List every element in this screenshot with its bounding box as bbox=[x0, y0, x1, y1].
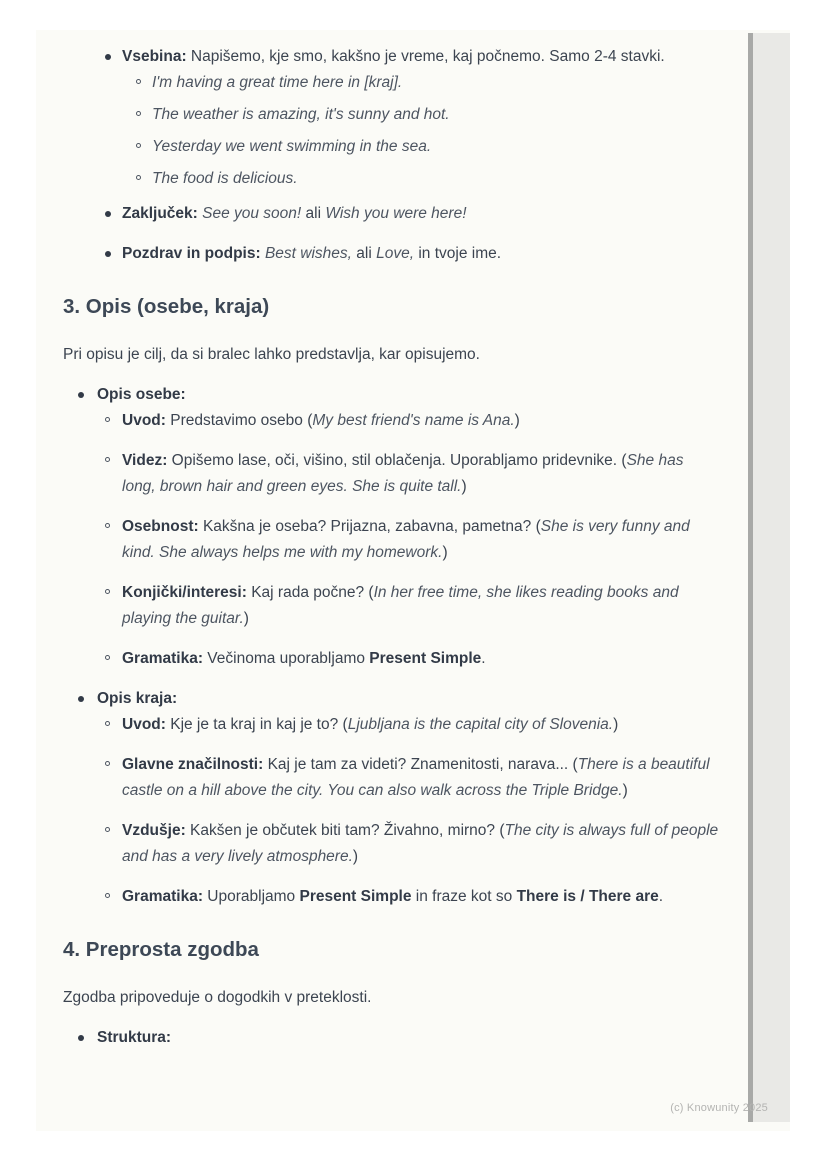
text-run: Večinoma uporabljamo bbox=[202, 650, 370, 667]
italic-example-text: Wish you were here! bbox=[325, 205, 467, 222]
list-item-text bbox=[152, 106, 450, 123]
document-content bbox=[36, 30, 790, 1051]
italic-example-text: See you soon! bbox=[202, 205, 302, 222]
nested-bullet-list bbox=[63, 712, 720, 910]
list-item-text bbox=[122, 888, 663, 905]
list-item bbox=[63, 241, 720, 267]
circle-bullet-icon bbox=[105, 457, 110, 462]
text-run: Napišemo, kje smo, kakšno je vreme, kaj počnemo. Samo 2-4 stavki. bbox=[186, 48, 665, 65]
circle-bullet-icon bbox=[136, 79, 141, 84]
text-run: ) bbox=[352, 848, 359, 865]
list-item bbox=[63, 752, 720, 804]
list-item-text bbox=[122, 756, 710, 799]
list-item-text bbox=[122, 48, 665, 65]
circle-bullet-icon bbox=[105, 655, 110, 660]
italic-example-text: My best friend's name is Ana. bbox=[312, 412, 515, 429]
nested-bullet-list bbox=[63, 70, 720, 192]
bold-text: Vzdušje: bbox=[122, 822, 186, 839]
circle-bullet-icon bbox=[136, 111, 141, 116]
bullet-icon bbox=[105, 54, 111, 60]
text-run: . bbox=[658, 888, 664, 905]
text-run: Opišemo lase, oči, višino, stil oblačenja. Uporabljamo pridevnike. ( bbox=[167, 452, 627, 469]
text-run: ) bbox=[442, 544, 448, 561]
list-item bbox=[63, 884, 720, 910]
list-item-text bbox=[97, 690, 177, 707]
list-item bbox=[63, 448, 720, 500]
bullet-icon bbox=[105, 211, 111, 217]
list-item-text bbox=[97, 386, 186, 403]
bold-text: Present Simple bbox=[369, 650, 482, 667]
list-item-text bbox=[122, 205, 467, 222]
italic-example-text: In her free time, she likes reading books and playing the guitar. bbox=[122, 584, 679, 627]
bullet-icon bbox=[78, 392, 84, 398]
list-item-text bbox=[122, 452, 683, 495]
text-run: in tvoje ime. bbox=[414, 245, 502, 262]
bullet-icon bbox=[78, 1035, 84, 1041]
list-item bbox=[63, 134, 720, 160]
italic-example-text: The city is always full of people and has a very lively atmosphere. bbox=[122, 822, 719, 865]
list-item-text bbox=[122, 650, 486, 667]
bullet-list bbox=[63, 1025, 720, 1051]
list-item bbox=[63, 382, 720, 408]
bold-text: Uvod: bbox=[122, 412, 166, 429]
list-item bbox=[63, 70, 720, 96]
italic-example-text: The food is delicious. bbox=[152, 170, 298, 187]
bold-text: Osebnost: bbox=[122, 518, 199, 535]
bullet-icon bbox=[105, 251, 111, 257]
italic-example-text: I'm having a great time here in [kraj]. bbox=[152, 74, 403, 91]
list-item bbox=[63, 686, 720, 712]
paragraph: Zgodba pripoveduje o dogodkih v preteklosti. bbox=[63, 989, 372, 1006]
list-item-text bbox=[122, 584, 679, 627]
list-item-text bbox=[122, 716, 618, 733]
italic-example-text: Yesterday we went swimming in the sea. bbox=[152, 138, 432, 155]
text-run: ) bbox=[613, 716, 619, 733]
text-run: Predstavimo osebo ( bbox=[165, 412, 313, 429]
circle-bullet-icon bbox=[136, 175, 141, 180]
bold-text: Zaključek: bbox=[122, 205, 198, 222]
list-item bbox=[63, 102, 720, 128]
list-item-text bbox=[152, 74, 402, 91]
circle-bullet-icon bbox=[105, 417, 110, 422]
bold-text: Pozdrav in podpis: bbox=[122, 245, 261, 262]
bold-text: Opis osebe: bbox=[97, 386, 186, 403]
list-item-text bbox=[122, 822, 718, 865]
text-run: ali bbox=[351, 245, 377, 262]
italic-example-text: Best wishes, bbox=[264, 245, 352, 262]
text-run: ali bbox=[301, 205, 326, 222]
bullet-list bbox=[63, 382, 720, 910]
bold-text: Uvod: bbox=[122, 716, 166, 733]
text-run: ) bbox=[243, 610, 249, 627]
italic-example-text: The weather is amazing, it's sunny and hot. bbox=[152, 106, 450, 123]
list-item bbox=[63, 1025, 720, 1051]
italic-example-text: There is a beautiful castle on a hill above the city. You can also walk across the Triple Bridge. bbox=[122, 756, 710, 799]
circle-bullet-icon bbox=[105, 893, 110, 898]
text-run: . bbox=[481, 650, 486, 667]
list-item bbox=[63, 580, 720, 632]
text-run: ) bbox=[622, 782, 628, 799]
italic-example-text: Love, bbox=[376, 245, 415, 262]
bullet-icon bbox=[78, 696, 84, 702]
circle-bullet-icon bbox=[105, 721, 110, 726]
circle-bullet-icon bbox=[105, 523, 110, 528]
text-run: ) bbox=[514, 412, 520, 429]
circle-bullet-icon bbox=[105, 827, 110, 832]
italic-example-text: She is very funny and kind. She always helps me with my homework. bbox=[122, 518, 690, 561]
list-item bbox=[63, 166, 720, 192]
italic-example-text: She has long, brown hair and green eyes. She is quite tall. bbox=[122, 452, 684, 495]
list-item bbox=[63, 201, 720, 227]
bullet-list bbox=[63, 44, 720, 267]
document-page bbox=[36, 30, 790, 1131]
circle-bullet-icon bbox=[105, 589, 110, 594]
list-item-text bbox=[122, 412, 520, 429]
text-run: ) bbox=[461, 478, 467, 495]
list-item-text bbox=[97, 1029, 171, 1046]
bold-text: Videz: bbox=[122, 452, 168, 469]
text-run: Kaj je tam za videti? Znamenitosti, narava... ( bbox=[263, 756, 578, 773]
bold-text: Gramatika: bbox=[122, 888, 203, 905]
list-item bbox=[63, 408, 720, 434]
text-run: in fraze kot so bbox=[411, 888, 517, 905]
section-heading: 3. Opis (osebe, kraja) bbox=[63, 295, 270, 318]
bold-text: Gramatika: bbox=[122, 650, 203, 667]
nested-bullet-list bbox=[63, 408, 720, 672]
text-run: Kakšen je občutek biti tam? Živahno, mirno? ( bbox=[185, 822, 505, 839]
bold-text: There is / There are bbox=[516, 888, 659, 905]
watermark: (c) Knowunity 2025 bbox=[670, 1102, 768, 1114]
list-item-text bbox=[152, 138, 431, 155]
list-item-text bbox=[152, 170, 298, 187]
bold-text: Konjički/interesi: bbox=[122, 584, 247, 601]
italic-example-text: Ljubljana is the capital city of Slovenia. bbox=[347, 716, 614, 733]
list-item bbox=[63, 44, 720, 70]
text-run: Kje je ta kraj in kaj je to? ( bbox=[165, 716, 348, 733]
scrollbar-track[interactable] bbox=[753, 33, 790, 1122]
list-item bbox=[63, 712, 720, 738]
section-heading: 4. Preprosta zgodba bbox=[63, 938, 259, 961]
circle-bullet-icon bbox=[105, 761, 110, 766]
bold-text: Struktura: bbox=[97, 1029, 172, 1046]
paragraph: Pri opisu je cilj, da si bralec lahko predstavlja, kar opisujemo. bbox=[63, 346, 480, 363]
scrollbar-thumb[interactable] bbox=[748, 33, 753, 1122]
text-run: Kaj rada počne? ( bbox=[246, 584, 374, 601]
bold-text: Glavne značilnosti: bbox=[122, 756, 264, 773]
list-item-text bbox=[122, 518, 690, 561]
list-item bbox=[63, 514, 720, 566]
list-item bbox=[63, 646, 720, 672]
list-item bbox=[63, 818, 720, 870]
bold-text: Opis kraja: bbox=[97, 690, 178, 707]
circle-bullet-icon bbox=[136, 143, 141, 148]
text-run: Uporabljamo bbox=[202, 888, 300, 905]
list-item-text bbox=[122, 245, 501, 262]
bold-text: Vsebina: bbox=[122, 48, 187, 65]
text-run: Kakšna je oseba? Prijazna, zabavna, pametna? ( bbox=[198, 518, 541, 535]
bold-text: Present Simple bbox=[299, 888, 412, 905]
